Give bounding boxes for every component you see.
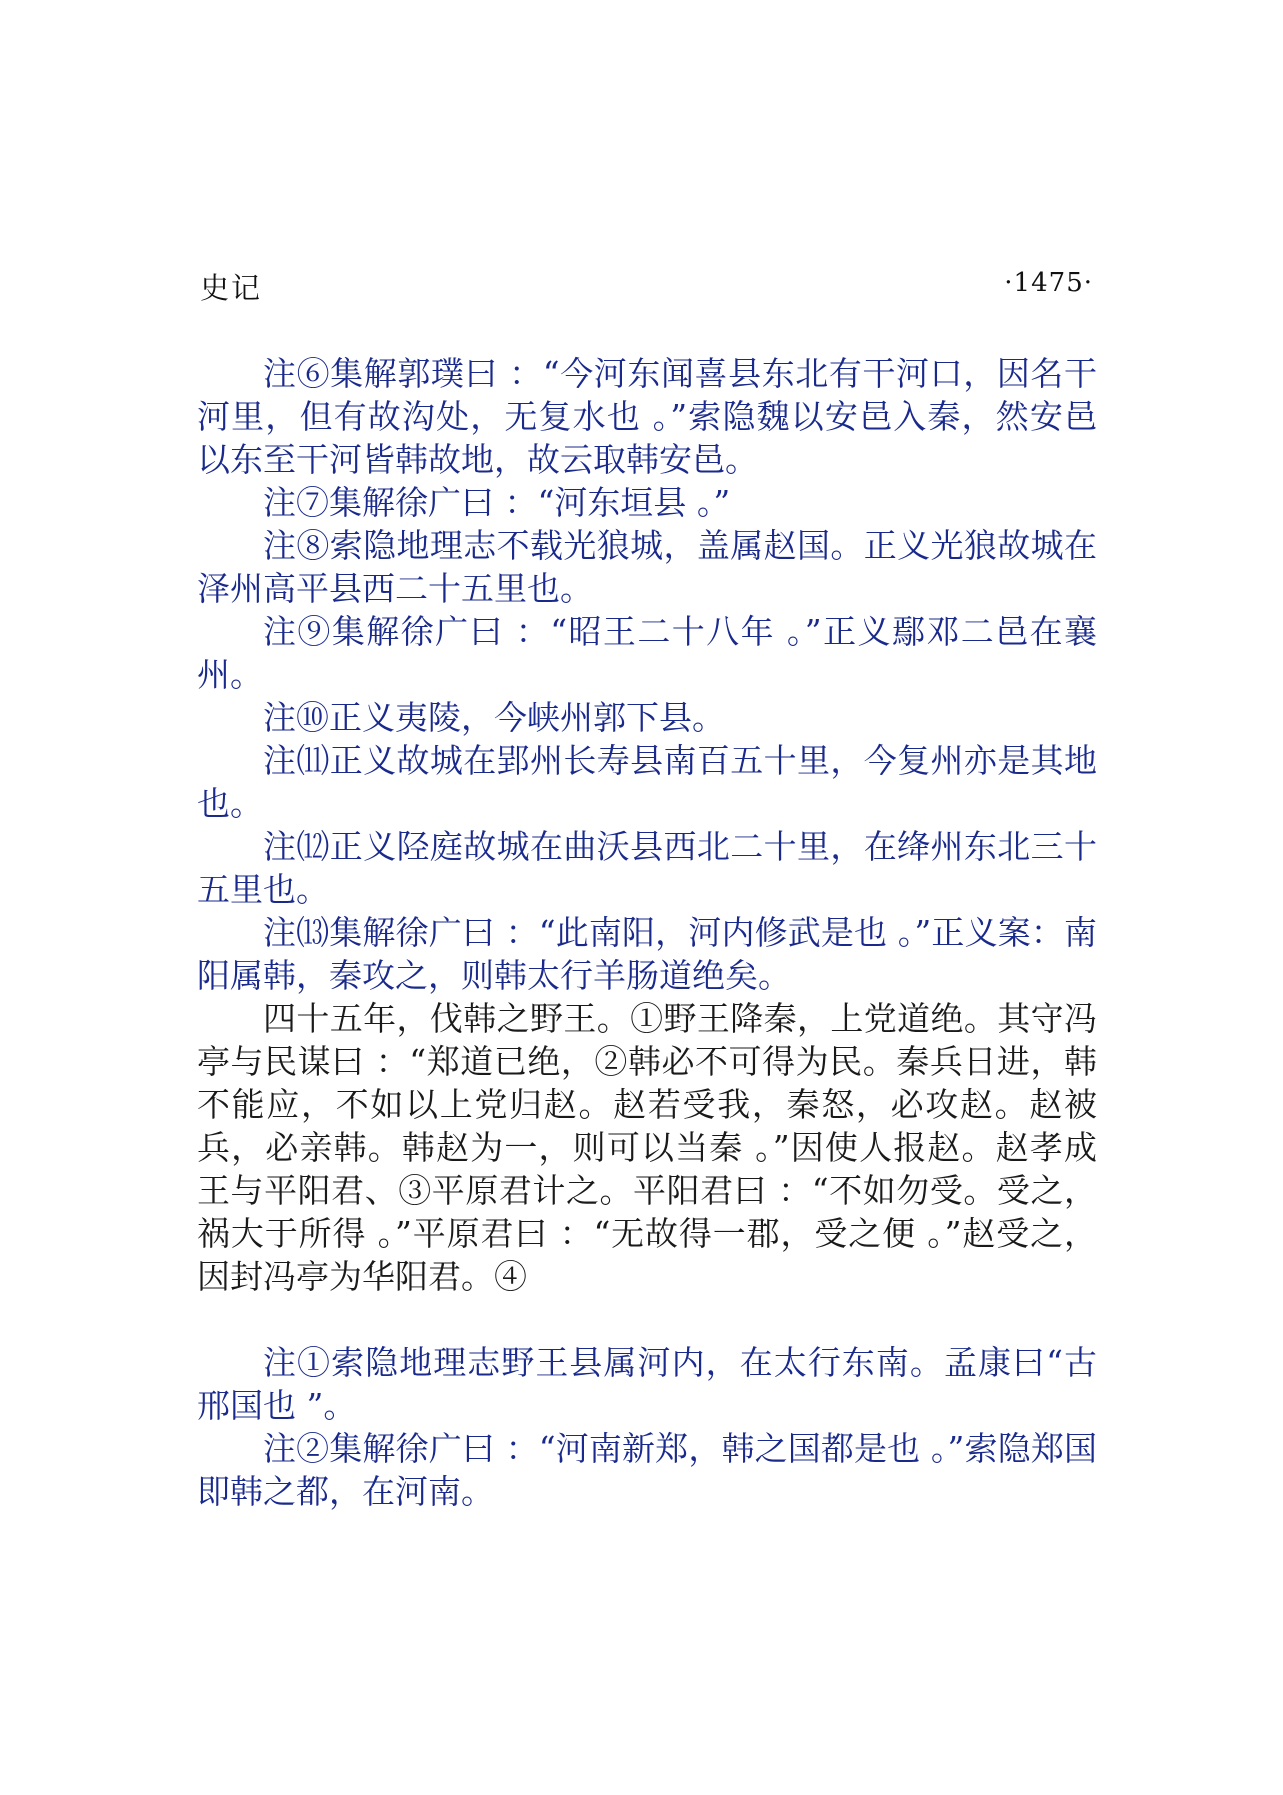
annotation-note-9: 注⑨集解徐广曰 ：“昭王二十八年 。”正义鄢邓二邑在襄州。 bbox=[197, 612, 1097, 694]
annotation-note-12: 注⑿正义陉庭故城在曲沃县西北二十里，在绛州东北三十五里也。 bbox=[197, 827, 1097, 909]
book-title: 史记 bbox=[200, 271, 263, 305]
paragraph-gap bbox=[197, 1298, 1097, 1341]
annotation-note-7: 注⑦集解徐广曰 ：“河东垣县 。” bbox=[263, 483, 731, 522]
annotation-note-1: 注①索隐地理志野王县属河内，在太行东南。孟康曰“古邢国也 ”。 bbox=[197, 1343, 1097, 1425]
annotation-note-10: 注⑩正义夷陵，今峡州郭下县。 bbox=[263, 698, 725, 737]
annotation-note-8: 注⑧索隐地理志不载光狼城，盖属赵国。正义光狼故城在泽州高平县西二十五里也。 bbox=[197, 526, 1097, 608]
main-text-paragraph: 四十五年，伐韩之野王。①野王降秦，上党道绝。其守冯亭与民谋曰 ：“郑道已绝，②韩必不可得为民。秦兵日进，韩不能应，不如以上党归赵。赵若受我，秦怒，必攻赵。赵被兵，必亲韩。韩赵为一，则可以当秦 。”因使人报赵。赵孝成王与平阳君、③平原君计之。平阳君曰 ：“不如勿受。受之，祸大于所得 。”平原君曰 ：“无故得一郡，受之便 。”赵受之，因封冯亭为华阳君。④ bbox=[197, 999, 1097, 1296]
annotation-note-6: 注⑥集解郭璞曰 ：“今河东闻喜县东北有干河口，因名干河里，但有故沟处，无复水也 。”索隐魏以安邑入秦，然安邑以东至干河皆韩故地，故云取韩安邑。 bbox=[197, 354, 1097, 479]
annotation-note-2: 注②集解徐广曰 ：“河南新郑，韩之国都是也 。”索隐郑国即韩之都，在河南。 bbox=[197, 1429, 1097, 1511]
annotation-note-11: 注⑾正义故城在郢州长寿县南百五十里，今复州亦是其地也。 bbox=[197, 741, 1097, 823]
page-header bbox=[200, 266, 1093, 306]
page-content bbox=[197, 352, 1097, 1513]
page-number: ·1475· bbox=[1004, 268, 1093, 298]
annotation-note-13: 注⒀集解徐广曰 ：“此南阳，河内修武是也 。”正义案：南阳属韩，秦攻之，则韩太行羊肠道绝矣。 bbox=[197, 913, 1097, 995]
